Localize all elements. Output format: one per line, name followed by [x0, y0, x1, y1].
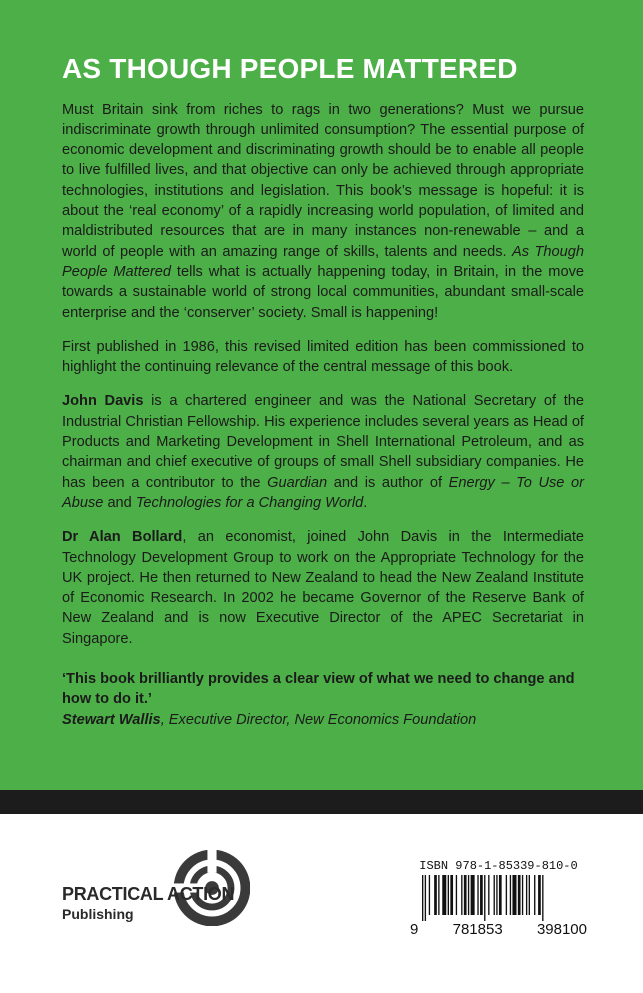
isbn-barcode-block [410, 861, 587, 940]
blurb-book-title: As Though People Mattered [62, 243, 584, 280]
publisher-name: PRACTICAL ACTION [62, 884, 235, 904]
quote-author-role: , Executive Director, New Economics Foundation [160, 711, 477, 728]
bio-alan-bollard [62, 527, 584, 649]
isbn-label: ISBN 978-1-85339-810-0 [419, 859, 578, 873]
barcode-icon [422, 875, 582, 921]
isbn-digits [410, 921, 587, 938]
bio-davis-text-4: . [363, 494, 368, 511]
blurb-paragraph-1 [62, 100, 584, 323]
isbn-digit-lead: 9 [410, 921, 419, 938]
blurb-paragraph-2: First published in 1986, this revised limited edition has been commissioned to highlight the continuing relevance of the central message of this book. [62, 338, 584, 376]
blurb-text-a: Must Britain sink from riches to rags in two generations? Must we pursue indiscriminate growth through unlimited consumption? The essential purpose of economic development and discriminating growth should be to enable all people to live fulfilled lives, and that objective can only be achieved through appropriate technologies, institutions and legislation. This book’s message is hopeful: it is about the ‘real economy’ of a rapidly increasing world population, of limited and maldistributed resources that are in many instances non-renewable – and a world of people with an amazing range of skills, talents and needs. [62, 101, 584, 260]
endorsement-quote [62, 669, 584, 730]
black-band [0, 790, 643, 814]
bio-john-davis [62, 391, 584, 513]
author-name-davis: John Davis [62, 393, 144, 410]
bio-davis-text-2: and is author of [327, 474, 449, 491]
book-technologies: Technologies for a Changing World [135, 494, 364, 511]
author-name-bollard: Dr Alan Bollard [62, 529, 183, 546]
isbn-digits-left: 781853 [452, 921, 503, 938]
book-title: AS THOUGH PEOPLE MATTERED [62, 53, 518, 84]
book-energy: Energy – To Use or Abuse [62, 474, 584, 511]
bio-bollard-text: , an economist, joined John Davis in the Intermediate Technology Development Group to work on the Appropriate Technology for the UK project. He then returned to New Zealand to head the New Zealand Institute of Economic Research. In 2002 he became Governor of the Reserve Bank of New Zealand and is now Executive Director of the APEC Secretariat in Singapore. [62, 529, 584, 647]
publication-guardian: Guardian [267, 474, 328, 491]
publisher-subname: Publishing [62, 906, 134, 922]
back-cover-text [62, 52, 584, 730]
isbn-digits-right: 398100 [536, 921, 587, 938]
blurb-text-b: tells what is actually happening today, in Britain, in the move towards a sustainable world of strong local communities, abundant small-scale enterprise and the ‘conserver’ society. Small is happening! [62, 263, 584, 321]
quote-attribution [62, 710, 584, 730]
publisher-logo [62, 852, 252, 932]
bio-davis-text-1: is a chartered engineer and was the National Secretary of the Industrial Christian Fellowship. His experience includes several years as Head of Products and Marketing Development in Shell International Petroleum, and as chairman and chief executive of groups of small Shell subsidiary companies. He has been a contributor to the [62, 393, 584, 491]
quote-text: ‘This book brilliantly provides a clear view of what we need to change and how to do it.’ [62, 671, 575, 708]
bio-davis-text-3: and [103, 494, 136, 511]
quote-author: Stewart Wallis [62, 711, 161, 728]
